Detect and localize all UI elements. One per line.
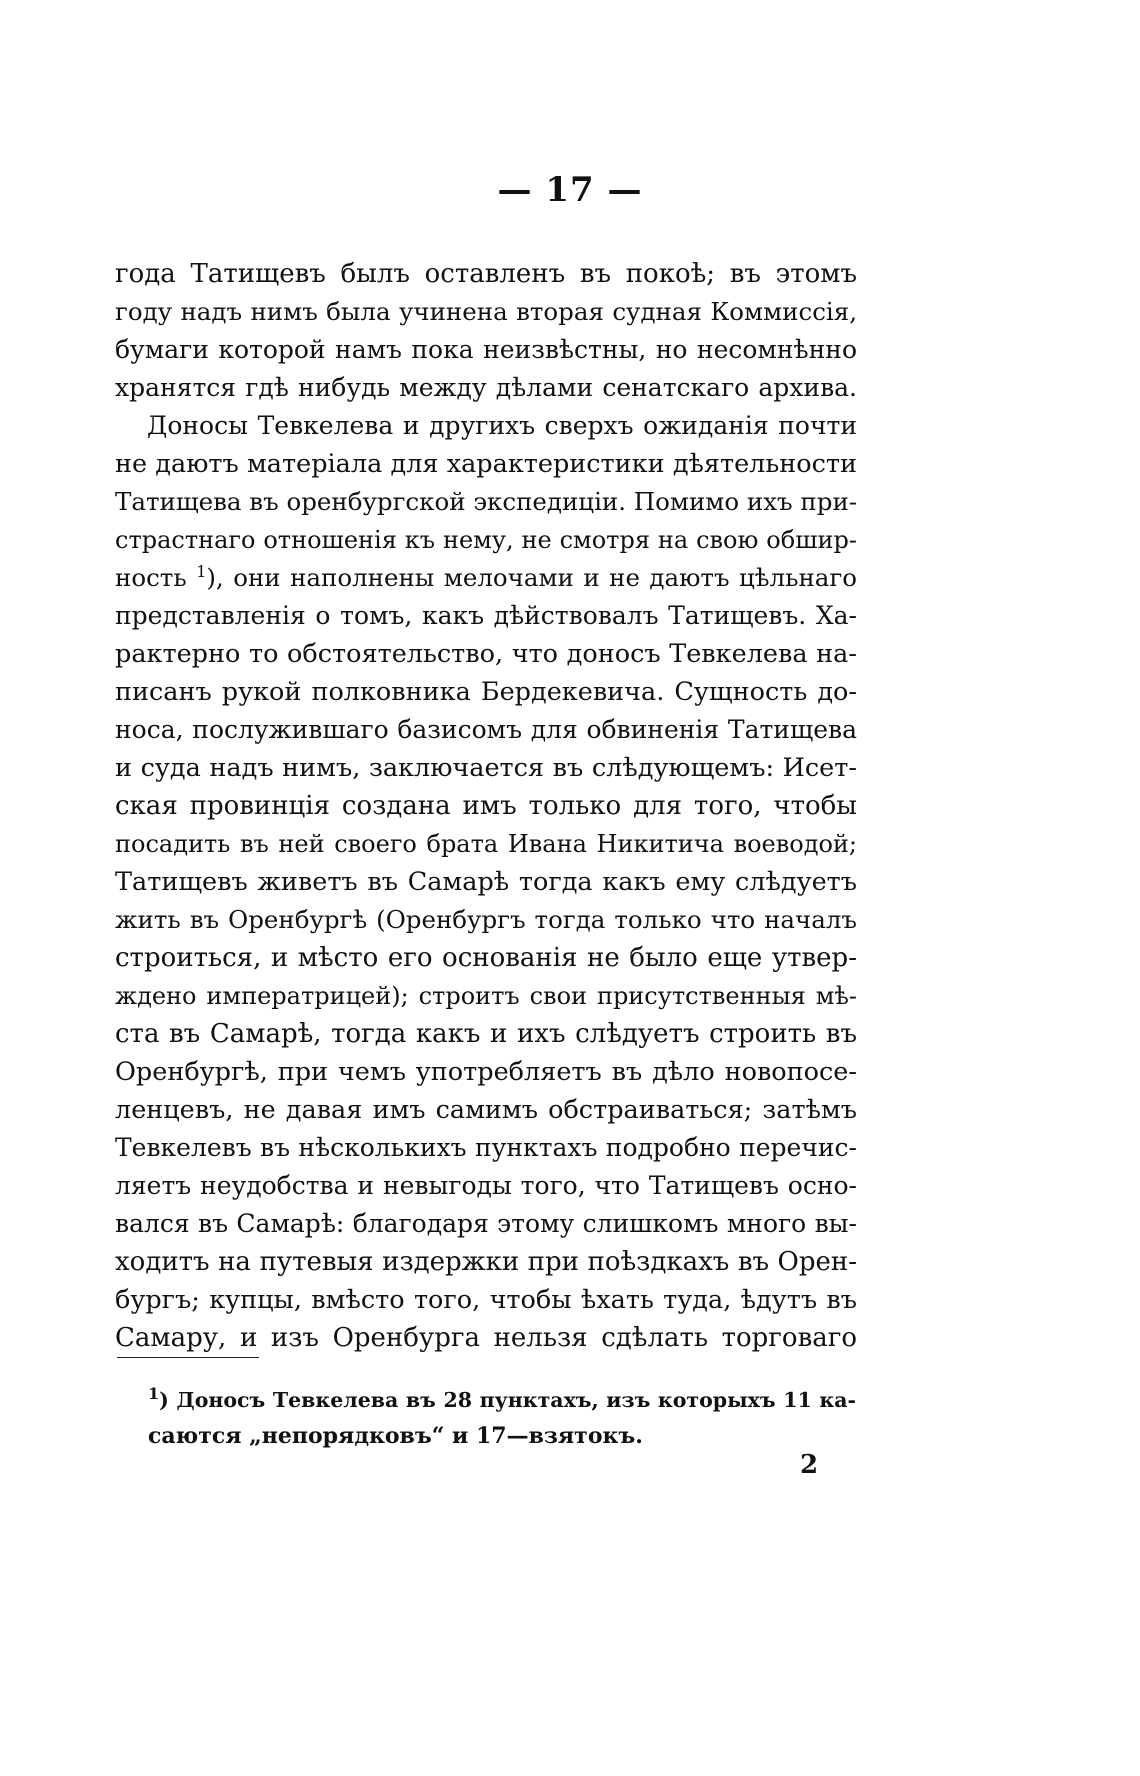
text-line: Самару, и изъ Оренбурга нельзя сдѣлать торговаго [115,1323,857,1353]
text-line: писанъ рукой полковника Бердекевича. Сущность до- [115,677,857,707]
text-line: Тевкелевъ въ нѣсколькихъ пунктахъ подробно перечис- [115,1133,857,1162]
text-line: строиться, и мѣсто его основанія не было еще утвер- [115,943,857,973]
text-line: ленцевъ, не давая имъ самимъ обстраиваться; затѣмъ [115,1095,857,1125]
text-line: бумаги которой намъ пока неизвѣстны, но несомнѣнно [115,335,857,364]
text-fragment: ность [115,563,187,592]
footnote-line [148,1382,856,1418]
text-line: ляетъ неудобства и невыгоды того, что Татищевъ осно- [115,1171,857,1200]
text-line: ская провинція создана имъ только для того, чтобы [115,791,857,821]
text-fragment: ), они наполнены мелочами и не даютъ цѣльнаго [206,563,858,592]
text-line: страстнаго отношенія къ нему, не смотря на свою обшир- [115,526,857,554]
text-line: ста въ Самарѣ, тогда какъ и ихъ слѣдуетъ строить въ [115,1019,857,1049]
text-line: и суда надъ нимъ, заключается въ слѣдующемъ: Исет- [115,753,857,783]
body-text [115,255,857,1357]
text-line: представленія о томъ, какъ дѣйствовалъ Татищевъ. Ха- [115,601,857,630]
text-line: Доносы Тевкелева и другихъ сверхъ ожиданія почти [147,411,857,440]
text-line: Оренбургѣ, при чемъ употребляетъ въ дѣло новопосе- [115,1057,857,1087]
footnotes [148,1382,856,1454]
signature-mark: 2 [800,1450,819,1480]
footnote-line: саются „непорядковъ“ и 17—взятокъ. [148,1423,643,1449]
text-line: ходитъ на путевыя издержки при поѣздкахъ въ Орен- [115,1247,857,1277]
text-line: ждено императрицей); строитъ свои присутственныя мѣ- [115,982,857,1010]
text-line-with-footnote [115,559,857,597]
text-line: вался въ Самарѣ: благодаря этому слишкомъ много вы- [115,1209,857,1238]
page-number: — 17 — [497,170,643,210]
text-line: носа, послужившаго базисомъ для обвиненія Татищева [115,715,857,744]
text-line: бургъ; купцы, вмѣсто того, чтобы ѣхать туда, ѣдутъ въ [115,1285,857,1315]
footnote-divider [117,1357,259,1358]
footnote-text: ) Доносъ Тевкелева въ 28 пунктахъ, изъ которыхъ 11 ка- [159,1388,856,1412]
text-line: рактерно то обстоятельство, что доносъ Тевкелева на- [115,639,857,669]
text-line: не даютъ матеріала для характеристики дѣятельности [115,449,857,479]
text-line: Татищева въ оренбургской экспедиціи. Помимо ихъ при- [115,487,858,516]
text-line: году надъ нимъ была учинена вторая судная Коммиссія, [115,297,857,326]
text-line: хранятся гдѣ нибудь между дѣлами сенатскаго архива. [115,373,857,402]
footnote-marker: 1 [196,561,207,581]
footnote-marker: 1 [148,1384,160,1404]
text-line: жить въ Оренбургѣ (Оренбургъ тогда только что началъ [115,905,857,934]
text-line: года Татищевъ былъ оставленъ въ покоѣ; въ этомъ [115,259,857,289]
text-line: Татищевъ живетъ въ Самарѣ тогда какъ ему слѣдуетъ [115,867,857,897]
text-line: посадить въ ней своего брата Ивана Никитича воеводой; [115,830,857,858]
